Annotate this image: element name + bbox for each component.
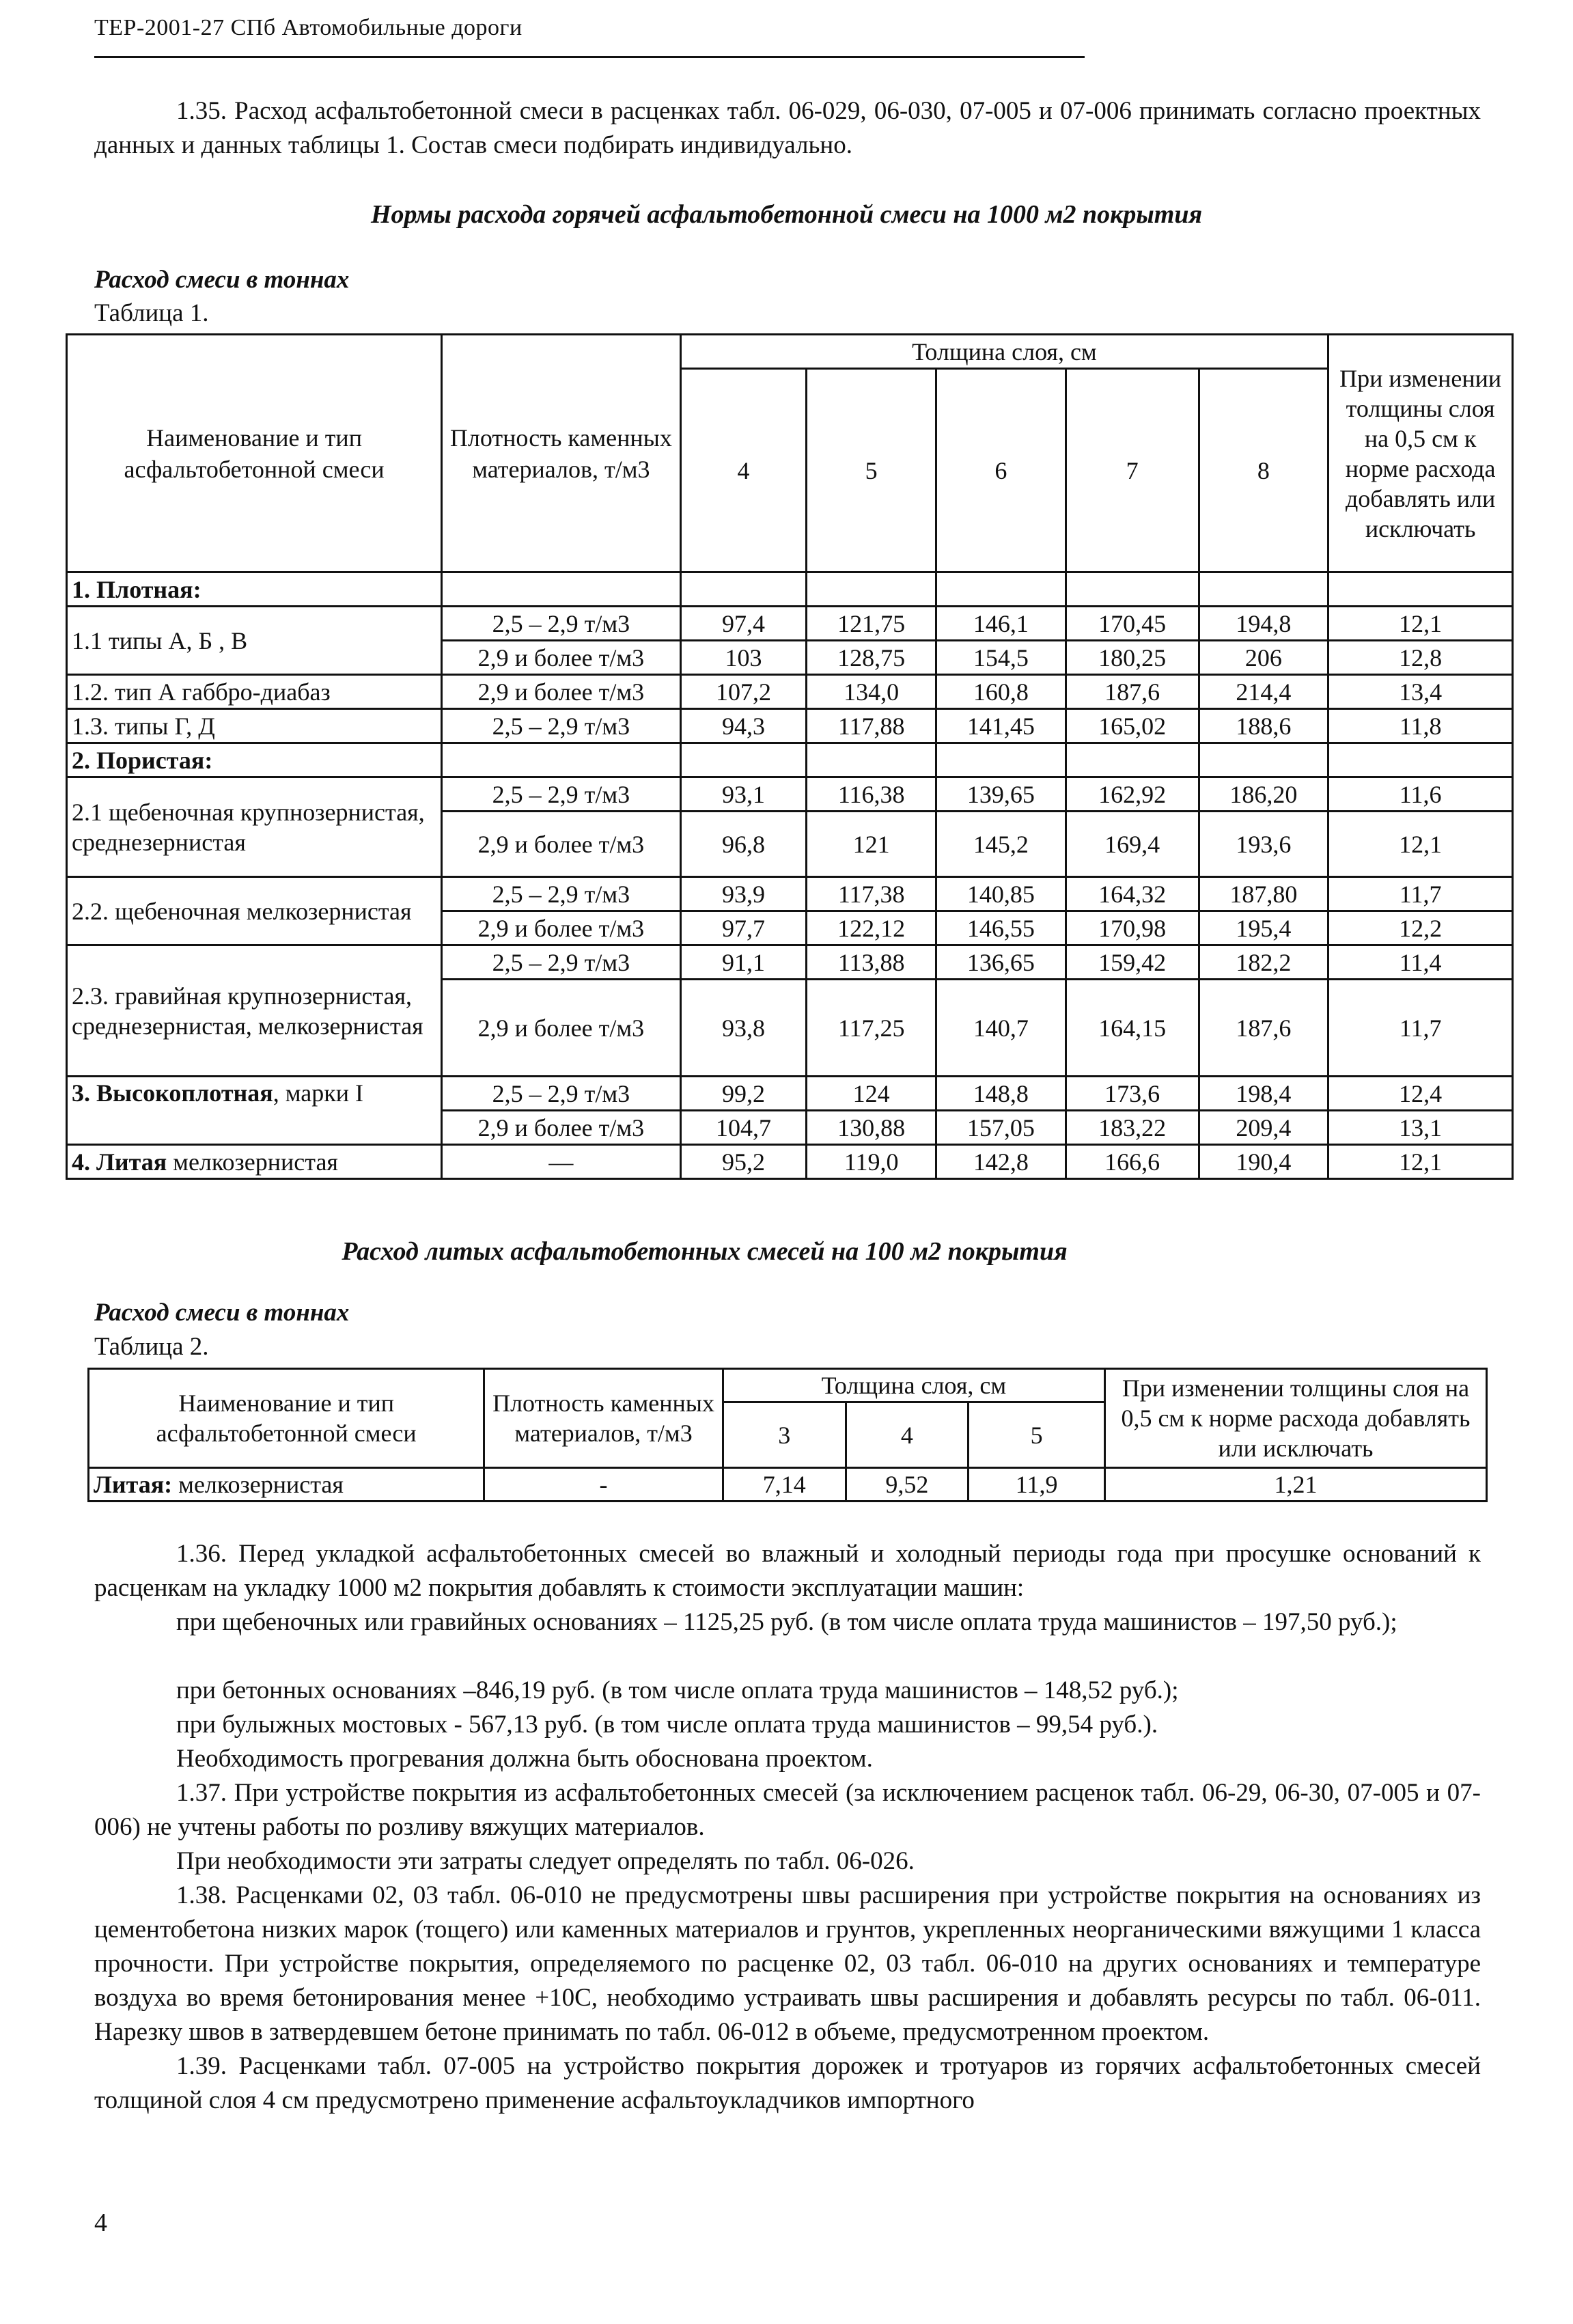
header-rule [94, 56, 1085, 58]
table-row: 4. Литая мелкозернистая — 95,2 119,0 142,8 166,6 190,4 12,1 [67, 1145, 1513, 1179]
table-row: 2.3. гравийная крупнозернистая, среднезернистая, мелкозернистая 2,5 – 2,9 т/м3 91,1 113,88 136,65 159,42 182,2 11,4 [67, 945, 1513, 980]
table-1 [66, 333, 1514, 1180]
paragraph-1-36: 1.36. Перед укладкой асфальтобетонных смесей во влажный и холодный периоды года при просушке оснований к расценкам на укладку 1000 м2 покрытия добавлять к стоимости эксплуатации машин: [94, 1540, 1481, 1602]
header-thick-6: 6 [936, 369, 1066, 572]
header-change: При изменении толщины слоя на 0,5 см к норме расхода добавлять или исключать [1328, 335, 1513, 572]
paragraph-1-39: 1.39. Расценками табл. 07-005 на устройство покрытия дорожек и тротуаров из горячих асфальтобетонных смесей толщиной слоя 4 см предусмотрено применение асфальтоукладчиков импортного [94, 2052, 1481, 2114]
paragraph-1-36-d: Необходимость прогревания должна быть обоснована проектом. [176, 1745, 873, 1773]
group-porous: 2. Пористая: [67, 743, 442, 777]
header-thickness: Толщина слоя, см [680, 335, 1328, 369]
paragraph-1-37-a: При необходимости эти затраты следует определять по табл. 06-026. [176, 1847, 915, 1875]
table-row: 2.2. щебеночная мелкозернистая 2,5 – 2,9 т/м3 93,9 117,38 140,85 164,32 187,80 11,7 [67, 877, 1513, 911]
t2-header-thick-5: 5 [969, 1402, 1105, 1468]
paragraph-1-36-b: при бетонных основаниях –846,19 руб. (в том числе оплата труда машинистов – 148,52 руб.); [176, 1676, 1179, 1704]
group-dense: 1. Плотная: [67, 572, 442, 607]
table-1-caption: Таблица 1. [94, 299, 209, 327]
table-1-title: Нормы расхода горячей асфальтобетонной смеси на 1000 м2 покрытия [370, 200, 1203, 229]
table-row: 1.3. типы Г, Д 2,5 – 2,9 т/м3 94,3 117,88 141,45 165,02 188,6 11,8 [67, 709, 1513, 743]
t2-header-density: Плотность каменных материалов, т/м3 [484, 1369, 723, 1468]
paragraph-1-35: 1.35. Расход асфальтобетонной смеси в расценках табл. 06-029, 06-030, 07-005 и 07-006 принимать согласно проектных данных и данных таблицы 1. Состав смеси подбирать индивидуально. [94, 97, 1481, 159]
table-1-subcaption: Расход смеси в тоннах [94, 266, 350, 294]
table-row: 2,9 и более т/м3 93,8 117,25 140,7 164,15 187,6 11,7 [67, 980, 1513, 1077]
t2-header-change: При изменении толщины слоя на 0,5 см к норме расхода добавлять или исключать [1104, 1369, 1486, 1468]
table-row: 2,9 и более т/м3 103 128,75 154,5 180,25 206 12,8 [67, 641, 1513, 675]
page-number: 4 [94, 2209, 107, 2237]
header-name: Наименование и тип асфальтобетонной смеси [67, 335, 442, 572]
table-row: 1.1 типы А, Б , В 2,5 – 2,9 т/м3 97,4 121,75 146,1 170,45 194,8 12,1 [67, 607, 1513, 641]
t2-header-thick-4: 4 [846, 1402, 969, 1468]
header-thick-7: 7 [1066, 369, 1199, 572]
t2-header-thickness: Толщина слоя, см [723, 1369, 1104, 1402]
header-density: Плотность каменных материалов, т/м3 [442, 335, 680, 572]
table-row: 2.1 щебеночная крупнозернистая, среднезернистая 2,5 – 2,9 т/м3 93,1 116,38 139,65 162,92 186,20 11,6 [67, 777, 1513, 812]
paragraph-1-36-a: при щебеночных или гравийных основаниях – 1125,25 руб. (в том числе оплата труда машинистов – 197,50 руб.); [176, 1608, 1397, 1636]
table-row: 2,9 и более т/м3 104,7 130,88 157,05 183,22 209,4 13,1 [67, 1111, 1513, 1145]
header-thick-5: 5 [807, 369, 936, 572]
table-row: 2,9 и более т/м3 96,8 121 145,2 169,4 193,6 12,1 [67, 812, 1513, 877]
paragraph-1-37: 1.37. При устройстве покрытия из асфальтобетонных смесей (за исключением расценок табл. 06-29, 06-30, 07-005 и 07-006) не учтены работы по розливу вяжущих материалов. [94, 1779, 1481, 1841]
paragraph-1-36-c: при булыжных мостовых - 567,13 руб. (в том числе оплата труда машинистов – 99,54 руб.). [176, 1711, 1158, 1739]
table-row: Литая: мелкозернистая - 7,14 9,52 11,9 1,21 [89, 1468, 1487, 1502]
t2-header-thick-3: 3 [723, 1402, 846, 1468]
table-row: 3. Высокоплотная, марки I 2,5 – 2,9 т/м3 99,2 124 148,8 173,6 198,4 12,4 [67, 1077, 1513, 1111]
table-2-caption: Таблица 2. [94, 1333, 209, 1361]
header-thick-4: 4 [680, 369, 807, 572]
table-2-subcaption: Расход смеси в тоннах [94, 1299, 350, 1327]
table-row: 1.2. тип А габбро-диабаз 2,9 и более т/м3 107,2 134,0 160,8 187,6 214,4 13,4 [67, 675, 1513, 709]
running-header: ТЕР-2001-27 СПб Автомобильные дороги [94, 15, 523, 40]
paragraph-1-38: 1.38. Расценками 02, 03 табл. 06-010 не предусмотрены швы расширения при устройстве покрытия на основаниях из цементобетона низких марок (тощего) или каменных материалов и грунтов, укрепленных неорганическими вяжущими 1 класса прочности. При устройстве покрытия, определяемого по расценке 02, 03 табл. 06-010 на других основаниях и температуре воздуха во время бетонирования менее +10С, необходимо устраивать швы расширения и добавлять ресурсы по табл. 06-011. Нарезку швов в затвердевшем бетоне принимать по табл. 06-012 в объеме, предусмотренном проектом. [94, 1881, 1481, 2046]
t2-header-name: Наименование и тип асфальтобетонной смеси [89, 1369, 484, 1468]
header-thick-8: 8 [1199, 369, 1328, 572]
table-2-title: Расход литых асфальтобетонных смесей на 100 м2 покрытия [342, 1237, 1068, 1266]
table-2 [87, 1368, 1488, 1502]
table-row: 2,9 и более т/м3 97,7 122,12 146,55 170,98 195,4 12,2 [67, 911, 1513, 945]
